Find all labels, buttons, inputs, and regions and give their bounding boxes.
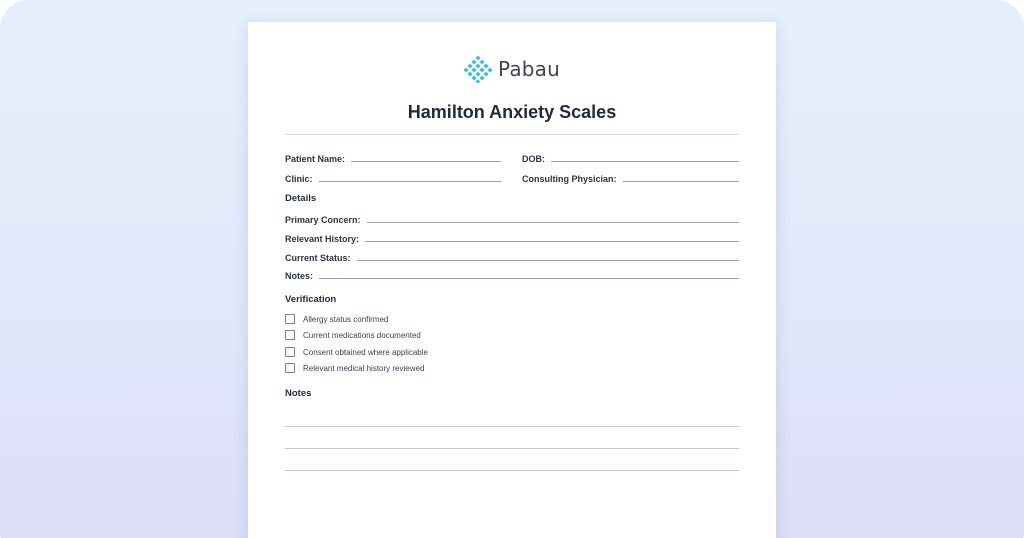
verification-item[interactable] bbox=[285, 362, 424, 374]
clinic-line[interactable] bbox=[319, 181, 501, 182]
current-status-line[interactable] bbox=[357, 260, 739, 261]
current-status-label: Current Status: bbox=[285, 253, 351, 263]
brand-logo bbox=[248, 54, 776, 84]
dob-label: DOB: bbox=[522, 154, 545, 164]
diamond-grid-logo-icon bbox=[464, 55, 492, 83]
checkbox-allergy[interactable] bbox=[285, 314, 295, 324]
checkbox-label: Consent obtained where applicable bbox=[303, 347, 428, 357]
form-sheet bbox=[248, 22, 776, 538]
primary-concern-line[interactable] bbox=[367, 222, 739, 223]
checkbox-history[interactable] bbox=[285, 363, 295, 373]
checkbox-label: Allergy status confirmed bbox=[303, 314, 389, 324]
patient-name-field[interactable] bbox=[285, 150, 501, 164]
notes-line[interactable] bbox=[285, 448, 739, 449]
consulting-physician-field[interactable] bbox=[522, 170, 739, 184]
verification-item[interactable] bbox=[285, 346, 428, 358]
checkbox-label: Current medications documented bbox=[303, 330, 421, 340]
verification-item[interactable] bbox=[285, 329, 421, 341]
consulting-physician-line[interactable] bbox=[623, 181, 739, 182]
dob-field[interactable] bbox=[522, 150, 739, 164]
clinic-field[interactable] bbox=[285, 170, 501, 184]
details-heading: Details bbox=[285, 193, 317, 204]
details-notes-field[interactable] bbox=[285, 267, 739, 281]
details-notes-label: Notes: bbox=[285, 271, 314, 281]
notes-heading: Notes bbox=[285, 388, 312, 399]
dob-line[interactable] bbox=[551, 161, 739, 162]
consulting-physician-label: Consulting Physician: bbox=[522, 174, 617, 184]
verification-item[interactable] bbox=[285, 313, 388, 325]
verification-heading: Verification bbox=[285, 294, 337, 305]
checkbox-consent[interactable] bbox=[285, 347, 295, 357]
primary-concern-label: Primary Concern: bbox=[285, 215, 361, 225]
checkbox-medications[interactable] bbox=[285, 330, 295, 340]
relevant-history-field[interactable] bbox=[285, 230, 739, 244]
relevant-history-label: Relevant History: bbox=[285, 234, 360, 244]
relevant-history-line[interactable] bbox=[365, 241, 739, 242]
notes-line[interactable] bbox=[285, 470, 739, 471]
clinic-label: Clinic: bbox=[285, 174, 313, 184]
brand-name: Pabau bbox=[497, 57, 561, 81]
notes-line[interactable] bbox=[285, 426, 739, 427]
title-divider bbox=[285, 134, 739, 135]
current-status-field[interactable] bbox=[285, 249, 739, 263]
checkbox-label: Relevant medical history reviewed bbox=[303, 363, 425, 373]
details-notes-line[interactable] bbox=[319, 278, 739, 279]
form-title: Hamilton Anxiety Scales bbox=[407, 102, 617, 122]
patient-name-label: Patient Name: bbox=[285, 154, 346, 164]
patient-name-line[interactable] bbox=[351, 161, 501, 162]
primary-concern-field[interactable] bbox=[285, 211, 739, 225]
